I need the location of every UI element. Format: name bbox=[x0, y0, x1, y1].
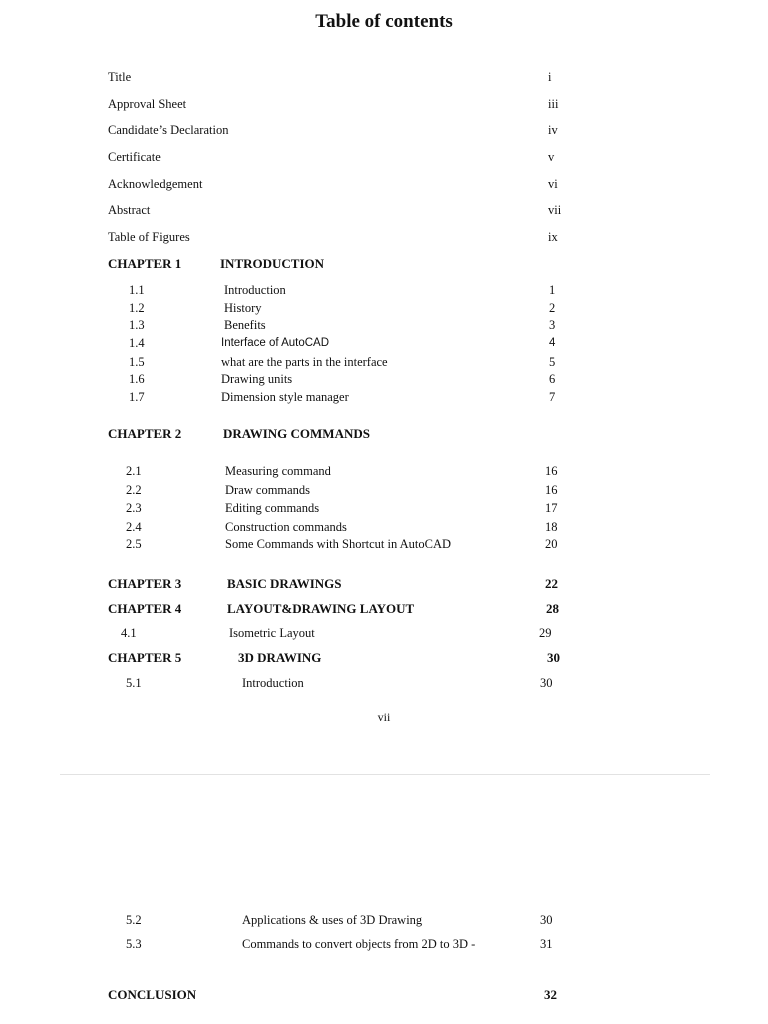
section-number: 2.3 bbox=[126, 501, 142, 515]
chapter-page: 28 bbox=[546, 601, 559, 616]
chapter-label: CHAPTER 4 bbox=[108, 601, 182, 616]
section-number: 5.2 bbox=[126, 913, 142, 927]
section-title: Commands to convert objects from 2D to 3D - bbox=[242, 937, 476, 951]
section-title: Benefits bbox=[224, 318, 266, 332]
chapter-title: LAYOUT&DRAWING LAYOUT bbox=[227, 601, 415, 616]
chapter-page: 22 bbox=[545, 576, 558, 591]
section-title: Isometric Layout bbox=[229, 626, 315, 640]
chapter-label: CHAPTER 3 bbox=[108, 576, 182, 591]
toc-entry-page: i bbox=[548, 70, 552, 84]
section-page: 7 bbox=[549, 390, 556, 404]
section-title: Dimension style manager bbox=[221, 390, 349, 404]
section-number: 1.4 bbox=[129, 336, 145, 350]
chapter-title: DRAWING COMMANDS bbox=[223, 426, 370, 441]
section-page: 5 bbox=[549, 355, 556, 369]
section-number: 1.6 bbox=[129, 372, 145, 386]
section-page: 2 bbox=[549, 301, 556, 315]
toc-entry-page: v bbox=[548, 150, 555, 164]
toc-entry-label: Certificate bbox=[108, 150, 161, 164]
toc-entry-page: vii bbox=[548, 203, 562, 217]
section-page: 1 bbox=[549, 283, 556, 297]
chapter-label: CHAPTER 2 bbox=[108, 426, 182, 441]
chapter-label: CHAPTER 5 bbox=[108, 650, 182, 665]
toc-entry-page: iv bbox=[548, 123, 558, 137]
chapter-title: 3D DRAWING bbox=[238, 650, 322, 665]
section-number: 4.1 bbox=[121, 626, 137, 640]
section-page: 6 bbox=[549, 372, 556, 386]
toc-entry-label: Title bbox=[108, 70, 132, 84]
section-title: Introduction bbox=[242, 676, 304, 690]
section-title: Interface of AutoCAD bbox=[221, 337, 330, 349]
section-number: 5.1 bbox=[126, 676, 142, 690]
section-page: 31 bbox=[540, 937, 553, 951]
section-page: 29 bbox=[539, 626, 552, 640]
toc-entry-label: Approval Sheet bbox=[108, 97, 187, 111]
section-page: 30 bbox=[540, 913, 553, 927]
page-title: Table of contents bbox=[315, 11, 453, 32]
section-page: 16 bbox=[545, 464, 558, 478]
section-number: 1.1 bbox=[129, 283, 145, 297]
section-page: 17 bbox=[545, 501, 558, 515]
section-title: Draw commands bbox=[225, 483, 311, 497]
section-page: 18 bbox=[545, 520, 558, 534]
section-title: what are the parts in the interface bbox=[221, 355, 388, 369]
section-number: 1.5 bbox=[129, 355, 145, 369]
chapter-title: INTRODUCTION bbox=[220, 256, 325, 271]
section-title: History bbox=[224, 301, 262, 315]
section-number: 2.5 bbox=[126, 537, 142, 551]
section-number: 2.4 bbox=[126, 520, 142, 534]
toc-entry-page: ix bbox=[548, 230, 558, 244]
section-title: Drawing units bbox=[221, 372, 293, 386]
toc-entry-page: iii bbox=[548, 97, 559, 111]
section-page: 4 bbox=[549, 337, 556, 349]
section-page: 30 bbox=[540, 676, 553, 690]
conclusion-page: 32 bbox=[544, 987, 557, 1002]
section-title: Some Commands with Shortcut in AutoCAD bbox=[225, 537, 452, 551]
section-number: 5.3 bbox=[126, 937, 142, 951]
section-title: Introduction bbox=[224, 283, 286, 297]
section-title: Measuring command bbox=[225, 464, 331, 478]
chapter-title: BASIC DRAWINGS bbox=[227, 576, 342, 591]
conclusion-label: CONCLUSION bbox=[108, 987, 197, 1002]
section-number: 2.1 bbox=[126, 464, 142, 478]
section-page: 3 bbox=[549, 318, 556, 332]
section-title: Construction commands bbox=[225, 520, 347, 534]
section-title: Applications & uses of 3D Drawing bbox=[242, 913, 423, 927]
page-divider bbox=[60, 774, 710, 775]
section-title: Editing commands bbox=[225, 501, 320, 515]
section-number: 2.2 bbox=[126, 483, 142, 497]
toc-entry-label: Candidate’s Declaration bbox=[108, 123, 229, 137]
section-page: 20 bbox=[545, 537, 558, 551]
toc-entry-label: Table of Figures bbox=[108, 230, 190, 244]
chapter-page: 30 bbox=[547, 650, 560, 665]
section-page: 16 bbox=[545, 483, 558, 497]
toc-entry-label: Abstract bbox=[108, 203, 151, 217]
page-number: vii bbox=[377, 710, 391, 724]
section-number: 1.3 bbox=[129, 318, 145, 332]
section-number: 1.2 bbox=[129, 301, 145, 315]
toc-entry-page: vi bbox=[548, 177, 558, 191]
toc-entry-label: Acknowledgement bbox=[108, 177, 203, 191]
chapter-label: CHAPTER 1 bbox=[108, 256, 182, 271]
section-number: 1.7 bbox=[129, 390, 145, 404]
